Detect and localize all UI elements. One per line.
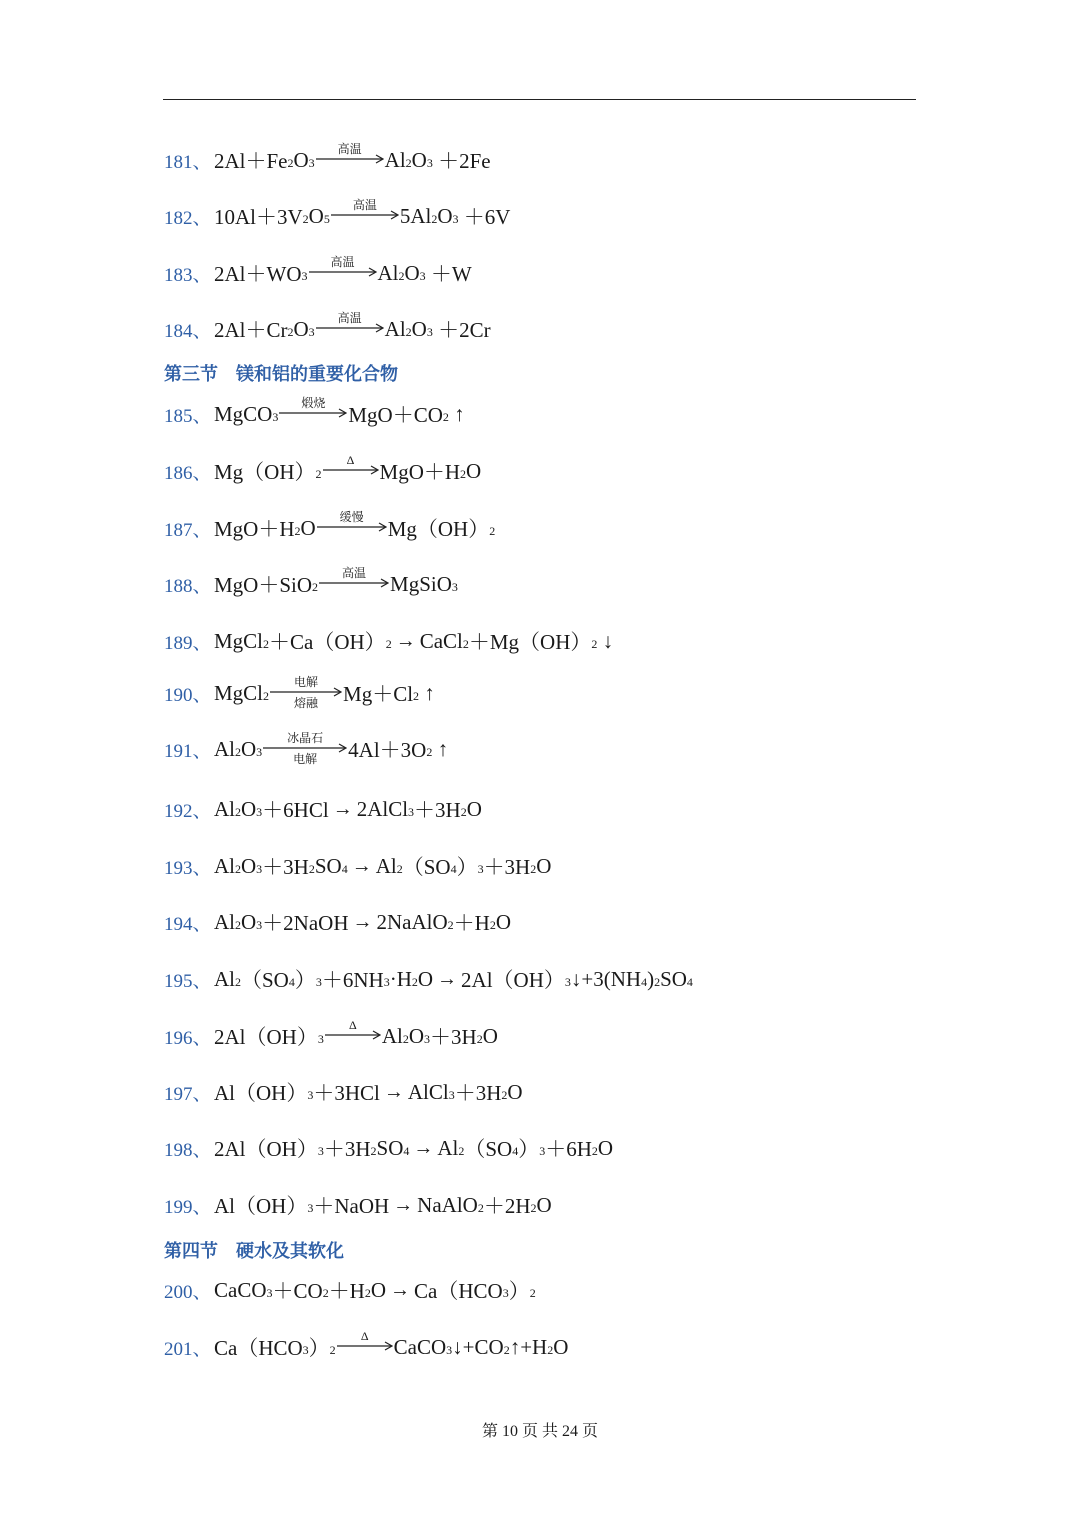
subscript: 4 — [341, 861, 348, 876]
equation-formula — [214, 198, 511, 231]
equation-formula — [214, 907, 511, 937]
equation-192 — [164, 792, 482, 826]
equation-formula — [214, 675, 435, 710]
equation-formula — [214, 453, 482, 486]
reaction-arrow-icon — [319, 566, 389, 599]
equation-number: 198、 — [164, 1139, 212, 1161]
equation-formula — [214, 1190, 552, 1220]
formula-text: 2Al＋Fe — [214, 149, 288, 173]
equation-formula — [214, 566, 458, 599]
formula-text: ＋CO — [272, 1279, 323, 1303]
subscript: 2 — [591, 636, 598, 651]
subscript: 2 — [235, 744, 241, 759]
formula-text: ＋3H — [483, 855, 531, 879]
subscript: 3 — [272, 409, 279, 424]
formula-text: ↓+CO — [452, 1334, 504, 1359]
reaction-arrow-icon — [316, 142, 384, 175]
formula-text: ） — [294, 968, 316, 992]
subscript: 2 — [460, 804, 467, 819]
subscript: 3 — [426, 155, 433, 170]
formula-text: ) — [647, 966, 655, 991]
subscript: 2 — [308, 861, 315, 876]
subscript: 2 — [263, 688, 270, 703]
reaction-arrow-icon — [316, 311, 384, 344]
subscript: 2 — [396, 861, 403, 876]
equation-198 — [164, 1131, 613, 1165]
equation-194 — [164, 905, 511, 939]
arrow-icon: → — [390, 1278, 411, 1301]
formula-text: ） — [518, 1137, 540, 1161]
formula-text: O — [408, 1023, 425, 1048]
arrow-icon: → — [332, 797, 353, 820]
arrow-icon: → — [393, 1193, 414, 1216]
formula-text: ↓+3(NH — [570, 966, 642, 991]
arrow-icon: → — [351, 854, 372, 877]
formula-text: 2Al（OH） — [214, 1025, 318, 1049]
subscript: 2 — [447, 917, 454, 932]
arrow-icon: → — [395, 629, 416, 652]
formula-text: ↑ — [432, 736, 449, 761]
subscript: 3 — [256, 744, 263, 759]
formula-text: Al — [437, 1135, 459, 1160]
equation-formula — [214, 626, 613, 656]
reaction-arrow-icon — [323, 453, 379, 486]
equation-190 — [164, 676, 435, 710]
formula-text: SO — [376, 1135, 404, 1160]
reaction-condition: 高温 — [342, 566, 367, 580]
formula-text: ） — [308, 1336, 330, 1360]
subscript: 2 — [477, 1200, 484, 1215]
formula-text: CaCl — [419, 628, 463, 653]
equation-181 — [164, 143, 491, 177]
equation-formula — [214, 396, 465, 429]
formula-text: MgO＋H — [214, 517, 295, 541]
reaction-arrow-icon — [309, 255, 377, 288]
formula-text: Al — [214, 909, 235, 934]
formula-text: O — [293, 147, 309, 172]
subscript: 2 — [411, 974, 418, 989]
section-heading-3: 第三节 镁和铝的重要化合物 — [164, 364, 398, 385]
subscript: 2 — [431, 211, 438, 226]
formula-text: MgCO — [214, 401, 273, 426]
subscript: 2 — [302, 211, 309, 226]
formula-text: ↓ — [597, 628, 614, 653]
subscript: 2 — [489, 917, 496, 932]
subscript: 3 — [301, 268, 308, 283]
subscript: 3 — [256, 804, 263, 819]
equation-number: 188、 — [164, 575, 212, 597]
subscript: 4 — [403, 1143, 410, 1158]
subscript: 4 — [641, 974, 648, 989]
formula-text: O — [507, 1079, 523, 1104]
formula-text: Al — [214, 736, 235, 761]
subscript: 3 — [302, 1342, 309, 1357]
subscript: 3 — [426, 324, 433, 339]
formula-text: Mg（OH） — [387, 517, 490, 541]
formula-text: ＋2Cr — [432, 318, 491, 342]
formula-text: ＋3H — [414, 798, 461, 822]
formula-text: ＋6NH — [321, 968, 384, 992]
subscript: 2 — [405, 155, 412, 170]
equation-number: 182、 — [164, 207, 212, 229]
equation-formula — [214, 851, 551, 881]
formula-text: O — [293, 316, 309, 341]
reaction-arrow-icon — [317, 510, 387, 543]
formula-text: Ca（HCO — [214, 1336, 303, 1360]
formula-text: Al（OH） — [214, 1081, 308, 1105]
formula-text: ＋2Fe — [432, 149, 491, 173]
formula-text: Al — [214, 966, 235, 991]
formula-text: ＋2H — [483, 1194, 531, 1218]
equation-formula — [214, 142, 491, 175]
subscript: 3 — [564, 974, 571, 989]
subscript: 3 — [256, 861, 263, 876]
subscript: 5 — [323, 211, 330, 226]
formula-text: O — [241, 736, 257, 761]
formula-text: Al — [384, 316, 406, 341]
equation-formula — [214, 311, 491, 344]
subscript: 2 — [529, 1285, 536, 1300]
formula-text: ＋Mg（OH） — [468, 630, 592, 654]
formula-text: CaCO — [393, 1334, 447, 1359]
reaction-condition: 高温 — [337, 142, 362, 156]
equation-199 — [164, 1188, 552, 1222]
reaction-arrow-icon — [263, 731, 347, 766]
equation-195 — [164, 962, 693, 996]
equation-number: 187、 — [164, 519, 212, 541]
equation-188 — [164, 567, 458, 601]
equation-191 — [164, 732, 448, 766]
formula-text: ） — [456, 855, 478, 879]
arrow-icon: → — [383, 1080, 404, 1103]
arrow-icon: → — [437, 967, 458, 990]
subscript: 4 — [450, 861, 457, 876]
formula-text: ＋H — [328, 1279, 365, 1303]
reaction-arrow-icon — [331, 198, 399, 231]
formula-text: MgCl — [214, 628, 264, 653]
subscript: 2 — [501, 1087, 508, 1102]
formula-text: O — [482, 1023, 498, 1048]
subscript: 2 — [547, 1342, 554, 1357]
subscript: 3 — [256, 917, 263, 932]
equation-189 — [164, 624, 613, 658]
formula-text: Al — [377, 260, 399, 285]
formula-text: ＋6H — [545, 1137, 592, 1161]
subscript: 2 — [315, 466, 322, 481]
equation-number: 200、 — [164, 1281, 212, 1303]
subscript: 3 — [451, 579, 458, 594]
subscript: 2 — [263, 636, 270, 651]
formula-text: Al — [375, 853, 397, 878]
formula-text: O — [370, 1277, 387, 1302]
subscript: 2 — [654, 974, 661, 989]
formula-text: ＋3H — [454, 1081, 502, 1105]
formula-text: O — [300, 515, 316, 540]
subscript: 3 — [308, 324, 315, 339]
subscript: 2 — [287, 324, 294, 339]
formula-text: ＋6HCl — [262, 798, 329, 822]
reaction-condition: Δ — [360, 1329, 369, 1343]
equation-183 — [164, 256, 472, 290]
formula-text: O — [553, 1334, 569, 1359]
reaction-arrow-icon — [337, 1329, 393, 1362]
reaction-arrow-icon — [270, 675, 342, 710]
formula-text: CaCO — [214, 1277, 267, 1302]
reaction-arrow-icon — [279, 396, 347, 429]
formula-text: 2NaAlO — [376, 909, 448, 934]
formula-text: ＋NaOH — [313, 1194, 390, 1218]
subscript: 2 — [489, 523, 496, 538]
subscript: 2 — [385, 636, 392, 651]
equation-formula — [214, 1275, 536, 1305]
subscript: 2 — [364, 1285, 371, 1300]
formula-text: O — [411, 316, 427, 341]
subscript: 3 — [539, 1143, 546, 1158]
subscript: 2 — [503, 1342, 510, 1357]
subscript: 2 — [398, 268, 405, 283]
reaction-condition: 缓慢 — [339, 510, 364, 524]
reaction-condition: 高温 — [352, 198, 377, 212]
equation-formula — [214, 510, 496, 543]
equation-number: 192、 — [164, 800, 212, 822]
arrow-icon: → — [352, 910, 373, 933]
equation-number: 183、 — [164, 264, 212, 286]
formula-text: SO — [660, 966, 687, 991]
equation-184 — [164, 312, 491, 346]
equation-number: 184、 — [164, 320, 212, 342]
subscript: 2 — [591, 1143, 598, 1158]
formula-text: O — [495, 909, 511, 934]
reaction-arrow-icon — [325, 1018, 381, 1051]
subscript: 3 — [502, 1285, 509, 1300]
equation-formula — [214, 1133, 613, 1163]
subscript: 3 — [419, 268, 426, 283]
formula-text: O — [241, 796, 257, 821]
subscript: 3 — [307, 1200, 314, 1215]
subscript: 3 — [477, 861, 484, 876]
subscript: 3 — [315, 974, 322, 989]
subscript: 3 — [408, 804, 415, 819]
section-heading-4: 第四节 硬水及其软化 — [164, 1241, 344, 1262]
equation-number: 186、 — [164, 462, 212, 484]
equation-formula — [214, 1077, 523, 1107]
subscript: 2 — [235, 804, 241, 819]
formula-text: O — [466, 796, 482, 821]
equation-number: 193、 — [164, 857, 212, 879]
reaction-condition: 高温 — [330, 255, 355, 269]
formula-text: （SO — [402, 855, 451, 879]
formula-text: ↑ — [448, 401, 465, 426]
equation-number: 190、 — [164, 684, 212, 706]
subscript: 2 — [460, 466, 467, 481]
subscript: 3 — [446, 1342, 453, 1357]
formula-text: O — [411, 147, 427, 172]
equation-number: 196、 — [164, 1027, 212, 1049]
formula-text: O — [536, 1192, 552, 1217]
formula-text: O — [404, 260, 420, 285]
formula-text: ＋6V — [458, 205, 511, 229]
equation-193 — [164, 849, 551, 883]
formula-text: 2Al（OH） — [461, 968, 565, 992]
formula-text: MgO＋H — [379, 460, 461, 484]
formula-text: O — [597, 1135, 614, 1160]
formula-text: ＋3H — [323, 1137, 371, 1161]
formula-text: MgO＋SiO — [214, 573, 313, 597]
equation-number: 194、 — [164, 913, 212, 935]
arrow-icon: → — [413, 1136, 434, 1159]
formula-text: （SO — [464, 1137, 513, 1161]
subscript: 2 — [287, 155, 294, 170]
subscript: 2 — [458, 1143, 465, 1158]
formula-text: ＋W — [425, 262, 472, 286]
subscript: 3 — [383, 974, 390, 989]
subscript: 2 — [530, 861, 537, 876]
equation-197 — [164, 1075, 523, 1109]
equation-200 — [164, 1273, 536, 1307]
equation-formula — [214, 731, 449, 766]
equation-201 — [164, 1330, 568, 1364]
subscript: 3 — [317, 1031, 324, 1046]
formula-text: O — [536, 853, 552, 878]
subscript: 3 — [448, 1087, 455, 1102]
subscript: 3 — [317, 1143, 324, 1158]
formula-text: 2Al＋Cr — [214, 318, 288, 342]
subscript: 3 — [452, 211, 459, 226]
subscript: 2 — [402, 1031, 409, 1046]
formula-text: 2AlCl — [356, 796, 409, 821]
formula-text: Al — [384, 147, 406, 172]
equation-number: 181、 — [164, 151, 212, 173]
formula-text: 5Al — [399, 203, 432, 228]
formula-text: 2Al（OH） — [214, 1137, 318, 1161]
page-footer: 第 10 页 共 24 页 — [481, 1423, 598, 1440]
subscript: 4 — [288, 974, 295, 989]
subscript: 3 — [308, 155, 315, 170]
subscript: 2 — [442, 409, 449, 424]
equation-196 — [164, 1019, 498, 1053]
formula-text: O — [308, 203, 324, 228]
subscript: 2 — [426, 744, 433, 759]
formula-text: O — [241, 853, 257, 878]
subscript: 3 — [424, 1031, 431, 1046]
equation-formula — [214, 1018, 498, 1051]
subscript: 4 — [512, 1143, 519, 1158]
subscript: 4 — [686, 974, 693, 989]
subscript: 3 — [307, 1087, 314, 1102]
equation-182 — [164, 199, 510, 233]
formula-text: ＋3H — [430, 1025, 477, 1049]
equation-formula — [214, 255, 472, 288]
subscript: 2 — [235, 917, 241, 932]
reaction-condition: 电解 — [294, 675, 319, 689]
reaction-condition: Δ — [346, 453, 355, 467]
formula-text: ＋H — [453, 911, 490, 935]
subscript: 3 — [266, 1285, 273, 1300]
formula-text: SO — [314, 853, 342, 878]
equation-187 — [164, 511, 495, 545]
subscript: 2 — [329, 1342, 336, 1357]
formula-text: （SO — [241, 968, 289, 992]
reaction-condition: 煅烧 — [301, 396, 326, 410]
formula-text: ·H — [389, 966, 412, 991]
formula-text: ＋Ca（OH） — [269, 630, 386, 654]
formula-text: ） — [508, 1279, 530, 1303]
equation-number: 189、 — [164, 632, 212, 654]
formula-text: ＋2NaOH — [262, 911, 349, 935]
formula-text: Mg＋Cl — [343, 682, 414, 706]
equation-number: 197、 — [164, 1083, 212, 1105]
formula-text: O — [437, 203, 453, 228]
formula-text: O — [466, 458, 482, 483]
reaction-condition: 熔融 — [294, 696, 319, 710]
formula-text: Al（OH） — [214, 1194, 308, 1218]
equation-formula — [214, 794, 482, 824]
equation-number: 199、 — [164, 1196, 212, 1218]
subscript: 2 — [294, 523, 301, 538]
subscript: 2 — [322, 1285, 329, 1300]
formula-text: Al — [214, 796, 235, 821]
subscript: 2 — [235, 861, 241, 876]
reaction-condition: 冰晶石 — [287, 731, 324, 745]
equation-formula — [214, 1329, 569, 1362]
formula-text: ＋3HCl — [313, 1081, 380, 1105]
formula-text: Al — [381, 1023, 403, 1048]
subscript: 2 — [462, 636, 469, 651]
formula-text: O — [241, 909, 257, 934]
subscript: 2 — [370, 1143, 377, 1158]
formula-text: ↑+H — [509, 1334, 548, 1359]
header-rule — [163, 99, 916, 100]
equation-186 — [164, 454, 481, 488]
subscript: 2 — [413, 688, 420, 703]
formula-text: ↑ — [419, 680, 435, 705]
formula-text: MgCl — [214, 680, 264, 705]
formula-text: 10Al＋3V — [214, 205, 303, 229]
subscript: 2 — [235, 974, 241, 989]
formula-text: Al — [214, 853, 235, 878]
formula-text: ＋3H — [262, 855, 309, 879]
equation-number: 195、 — [164, 970, 212, 992]
subscript: 2 — [476, 1031, 483, 1046]
formula-text: 2Al＋WO — [214, 262, 302, 286]
formula-text: 4Al＋3O — [348, 738, 427, 762]
formula-text: MgSiO — [390, 571, 452, 596]
equation-number: 201、 — [164, 1338, 212, 1360]
reaction-condition: 高温 — [337, 311, 362, 325]
formula-text: O — [417, 966, 434, 991]
equation-number: 191、 — [164, 740, 212, 762]
reaction-condition: 电解 — [293, 752, 318, 766]
formula-text: MgO＋CO — [348, 403, 443, 427]
subscript: 2 — [530, 1200, 537, 1215]
formula-text: AlCl — [407, 1079, 449, 1104]
equation-number: 185、 — [164, 405, 212, 427]
subscript: 2 — [312, 579, 319, 594]
formula-text: NaAlO — [417, 1192, 478, 1217]
subscript: 2 — [405, 324, 412, 339]
equation-185 — [164, 397, 465, 431]
formula-text: Ca（HCO — [414, 1279, 503, 1303]
formula-text: Mg（OH） — [214, 460, 316, 484]
equation-formula — [214, 964, 693, 994]
reaction-condition: Δ — [348, 1018, 357, 1032]
